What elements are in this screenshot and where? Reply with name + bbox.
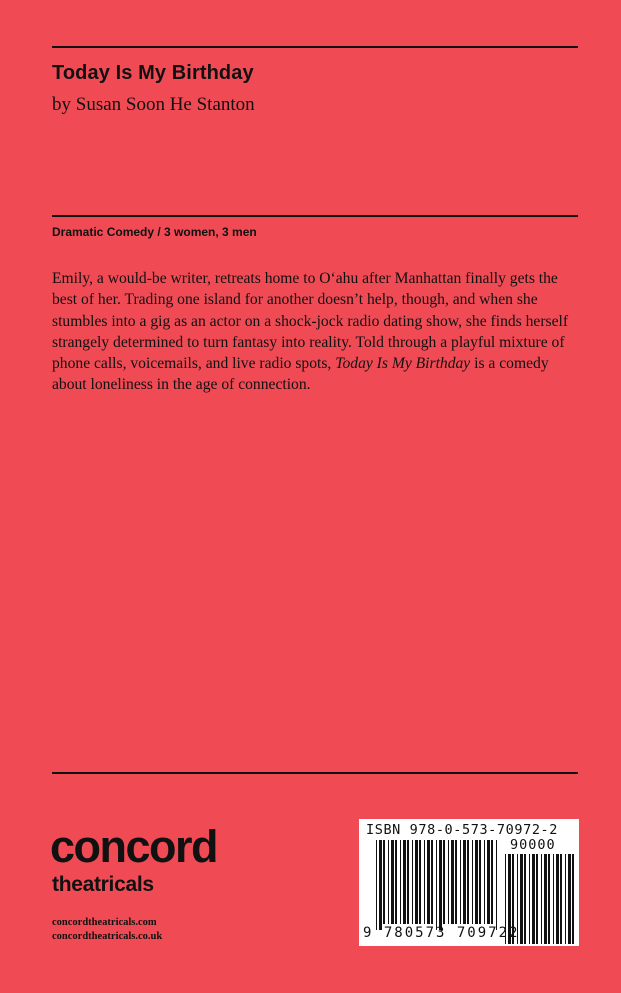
barcode-bar	[463, 840, 466, 924]
barcode-bar	[395, 840, 397, 924]
barcode-bar	[496, 840, 497, 930]
author-line: by Susan Soon He Stanton	[52, 94, 255, 115]
barcode-bar	[568, 854, 571, 944]
blurb-italic-title: Today Is My Birthday	[335, 355, 471, 373]
barcode-bar	[475, 840, 478, 924]
genre-cast-line: Dramatic Comedy / 3 women, 3 men	[52, 225, 257, 239]
barcode-bar	[565, 854, 566, 944]
barcode-bar	[491, 840, 493, 924]
barcode-bar	[529, 854, 530, 944]
barcode-bar	[412, 840, 413, 924]
barcode-bar	[439, 840, 442, 930]
barcode-bar	[544, 854, 547, 944]
barcode-bar	[479, 840, 481, 924]
barcode-bar	[520, 854, 523, 944]
barcode-bar	[532, 854, 535, 944]
barcode-bar	[548, 854, 550, 944]
ean-digits: 9 780573 709722	[363, 925, 520, 941]
barcode-bar	[391, 840, 394, 924]
barcode-bar	[448, 840, 449, 924]
barcode-bar	[419, 840, 421, 924]
barcode-bar	[427, 840, 430, 924]
publisher-url-uk[interactable]: concordtheatricals.co.uk	[52, 931, 163, 942]
barcode-bar	[388, 840, 389, 924]
barcode-bar	[556, 854, 559, 944]
barcode-bar	[524, 854, 526, 944]
barcode-bar	[431, 840, 433, 924]
barcode-bar	[541, 854, 542, 944]
ean-barcode-bars	[376, 840, 497, 930]
barcode-bar	[467, 840, 469, 924]
barcode-bar	[436, 840, 437, 930]
barcode-bar	[484, 840, 485, 924]
isbn-label: ISBN 978-0-573-70972-2	[366, 822, 559, 838]
barcode-bar	[560, 854, 562, 944]
publisher-url-com[interactable]: concordtheatricals.com	[52, 917, 157, 928]
barcode-bar	[415, 840, 418, 924]
barcode-bar	[407, 840, 409, 924]
addon-digits: 90000	[510, 837, 556, 853]
barcode-bar	[400, 840, 401, 924]
barcode-bar	[379, 840, 382, 930]
barcode-bar	[553, 854, 554, 944]
barcode-bar	[455, 840, 457, 924]
barcode-bar	[487, 840, 490, 924]
barcode-bar	[403, 840, 406, 924]
barcode-bar	[424, 840, 425, 924]
publisher-logo-theatricals: theatricals	[52, 873, 154, 896]
book-title: Today Is My Birthday	[52, 62, 254, 84]
barcode-bar	[572, 854, 574, 944]
publisher-logo-concord: concord	[50, 821, 218, 872]
barcode-bar	[443, 840, 445, 924]
blurb-text-part1: Emily, a would-be writer, retreats home to O‘ahu after Manhattan finally gets the best of her. Trading one island for another doesn’t help, though, and when she stumbles into a gig as an actor on a shock-jock radio dating show, she finds herself strangely determined to turn fantasy into reality. Told through a playful mixture of phone calls, voicemails, and live radio spots,	[52, 270, 569, 373]
barcode-bar	[383, 840, 385, 924]
barcode-bar	[376, 840, 377, 930]
barcode-bar	[536, 854, 538, 944]
barcode-bar	[451, 840, 454, 924]
barcode-bar	[472, 840, 473, 924]
barcode-bar	[460, 840, 461, 924]
blurb-text-part2: is a comedy about loneliness in the age of connection.	[52, 355, 549, 394]
